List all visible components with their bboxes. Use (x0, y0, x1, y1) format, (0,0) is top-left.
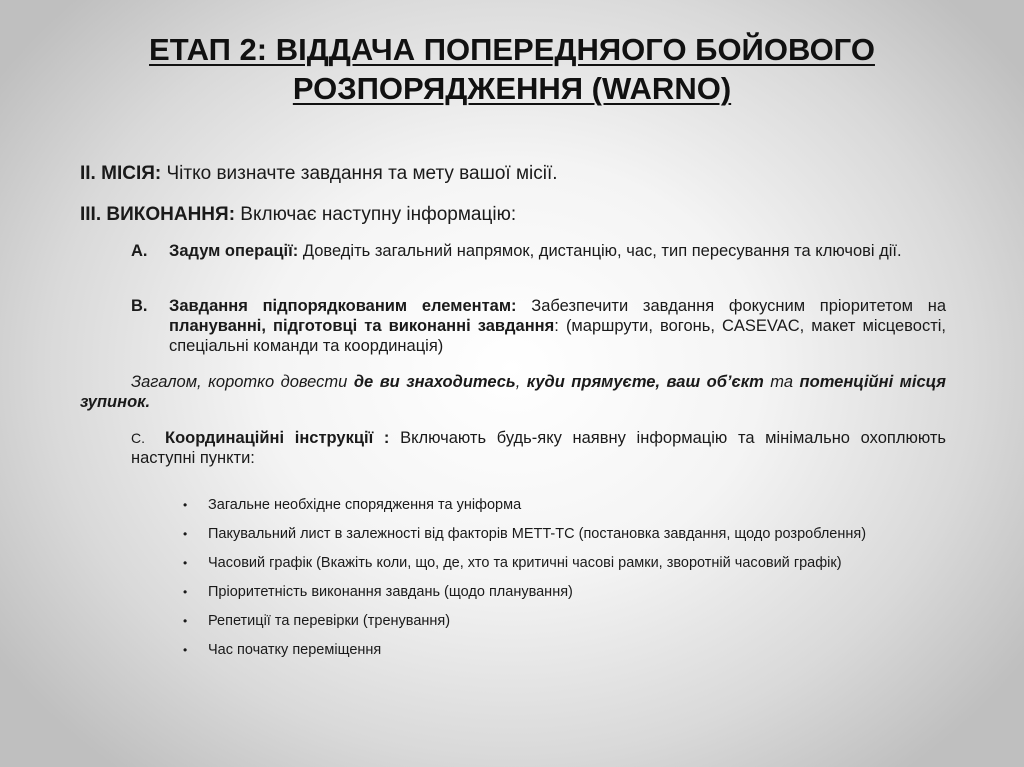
list-item-text: Пріоритетність виконання завдань (щодо планування) (208, 584, 573, 600)
item-b-emphasis: плануванні, підготовці та виконанні завдання (169, 317, 555, 335)
mission-label: II. МІСІЯ: (80, 163, 162, 184)
list-item-text: Пакувальний лист в залежності від факторів METT-TC (постановка завдання, щодо розроблення) (208, 526, 867, 542)
item-b-text1: Забезпечити завдання фокусним пріоритетом на (516, 297, 946, 315)
list-item-text: Репетиції та перевірки (тренування) (208, 613, 451, 629)
item-b-label: Завдання підпорядкованим елементам: (169, 297, 517, 315)
bullet-icon: • (183, 614, 188, 628)
summary-b3: потенційні місця зупинок. (80, 373, 946, 411)
item-a-label: Задум операції: (169, 242, 299, 260)
bullet-icon: • (183, 556, 188, 570)
section-mission (80, 163, 558, 185)
coordination-bullet-list (183, 496, 946, 670)
slide-title (0, 30, 1024, 108)
summary-b2: куди прямуєте, ваш об’єкт (526, 373, 764, 391)
list-item (183, 583, 946, 601)
item-a-text: Доведіть загальний напрямок, дистанцію, час, тип пересування та ключові дії. (298, 242, 902, 260)
item-c-letter: C. (131, 430, 145, 446)
bullet-icon: • (183, 585, 188, 599)
list-item (183, 525, 946, 543)
summary-t1: Загалом, коротко довести (131, 373, 354, 391)
list-item (183, 612, 946, 630)
bullet-icon: • (183, 498, 188, 512)
summary-b1: де ви знаходитесь (353, 373, 516, 391)
execution-label: III. ВИКОНАННЯ: (80, 204, 236, 225)
item-c (131, 428, 946, 468)
list-item-text: Час початку переміщення (208, 642, 382, 658)
slide-title-line2: РОЗПОРЯДЖЕННЯ (WARNO) (292, 71, 732, 106)
list-item (183, 554, 946, 572)
execution-text: Включає наступну інформацію: (235, 204, 517, 225)
list-item (183, 496, 946, 514)
summary-t2: , (515, 373, 527, 391)
item-b (131, 296, 946, 356)
item-b-letter: B. (131, 297, 148, 315)
list-item (183, 641, 946, 659)
slide-title-line1: ЕТАП 2: ВІДДАЧА ПОПЕРЕДНЯОГО БОЙОВОГО (149, 32, 875, 67)
item-a (131, 241, 946, 261)
item-c-label: Координаційні інструкції : (165, 429, 390, 447)
item-c-text: Включають будь-яку наявну інформацію та мінімально охоплюють наступні пункти: (131, 429, 946, 467)
list-item-text: Загальне необхідне спорядження та уніформа (208, 497, 522, 513)
list-item-text: Часовий графік (Вкажіть коли, що, де, хто та критичні часові рамки, зворотній часовий графік) (208, 555, 842, 571)
summary-note (80, 372, 946, 412)
bullet-icon: • (183, 643, 188, 657)
item-b-text2: : (маршрути, вогонь, CASEVAC, макет місцевості, спеціальні команди та координація) (169, 317, 946, 355)
summary-t3: та (763, 373, 800, 391)
section-execution (80, 204, 516, 226)
item-a-letter: A. (131, 242, 148, 260)
mission-text: Чітко визначте завдання та мету вашої місії. (161, 163, 558, 184)
bullet-icon: • (183, 527, 188, 541)
